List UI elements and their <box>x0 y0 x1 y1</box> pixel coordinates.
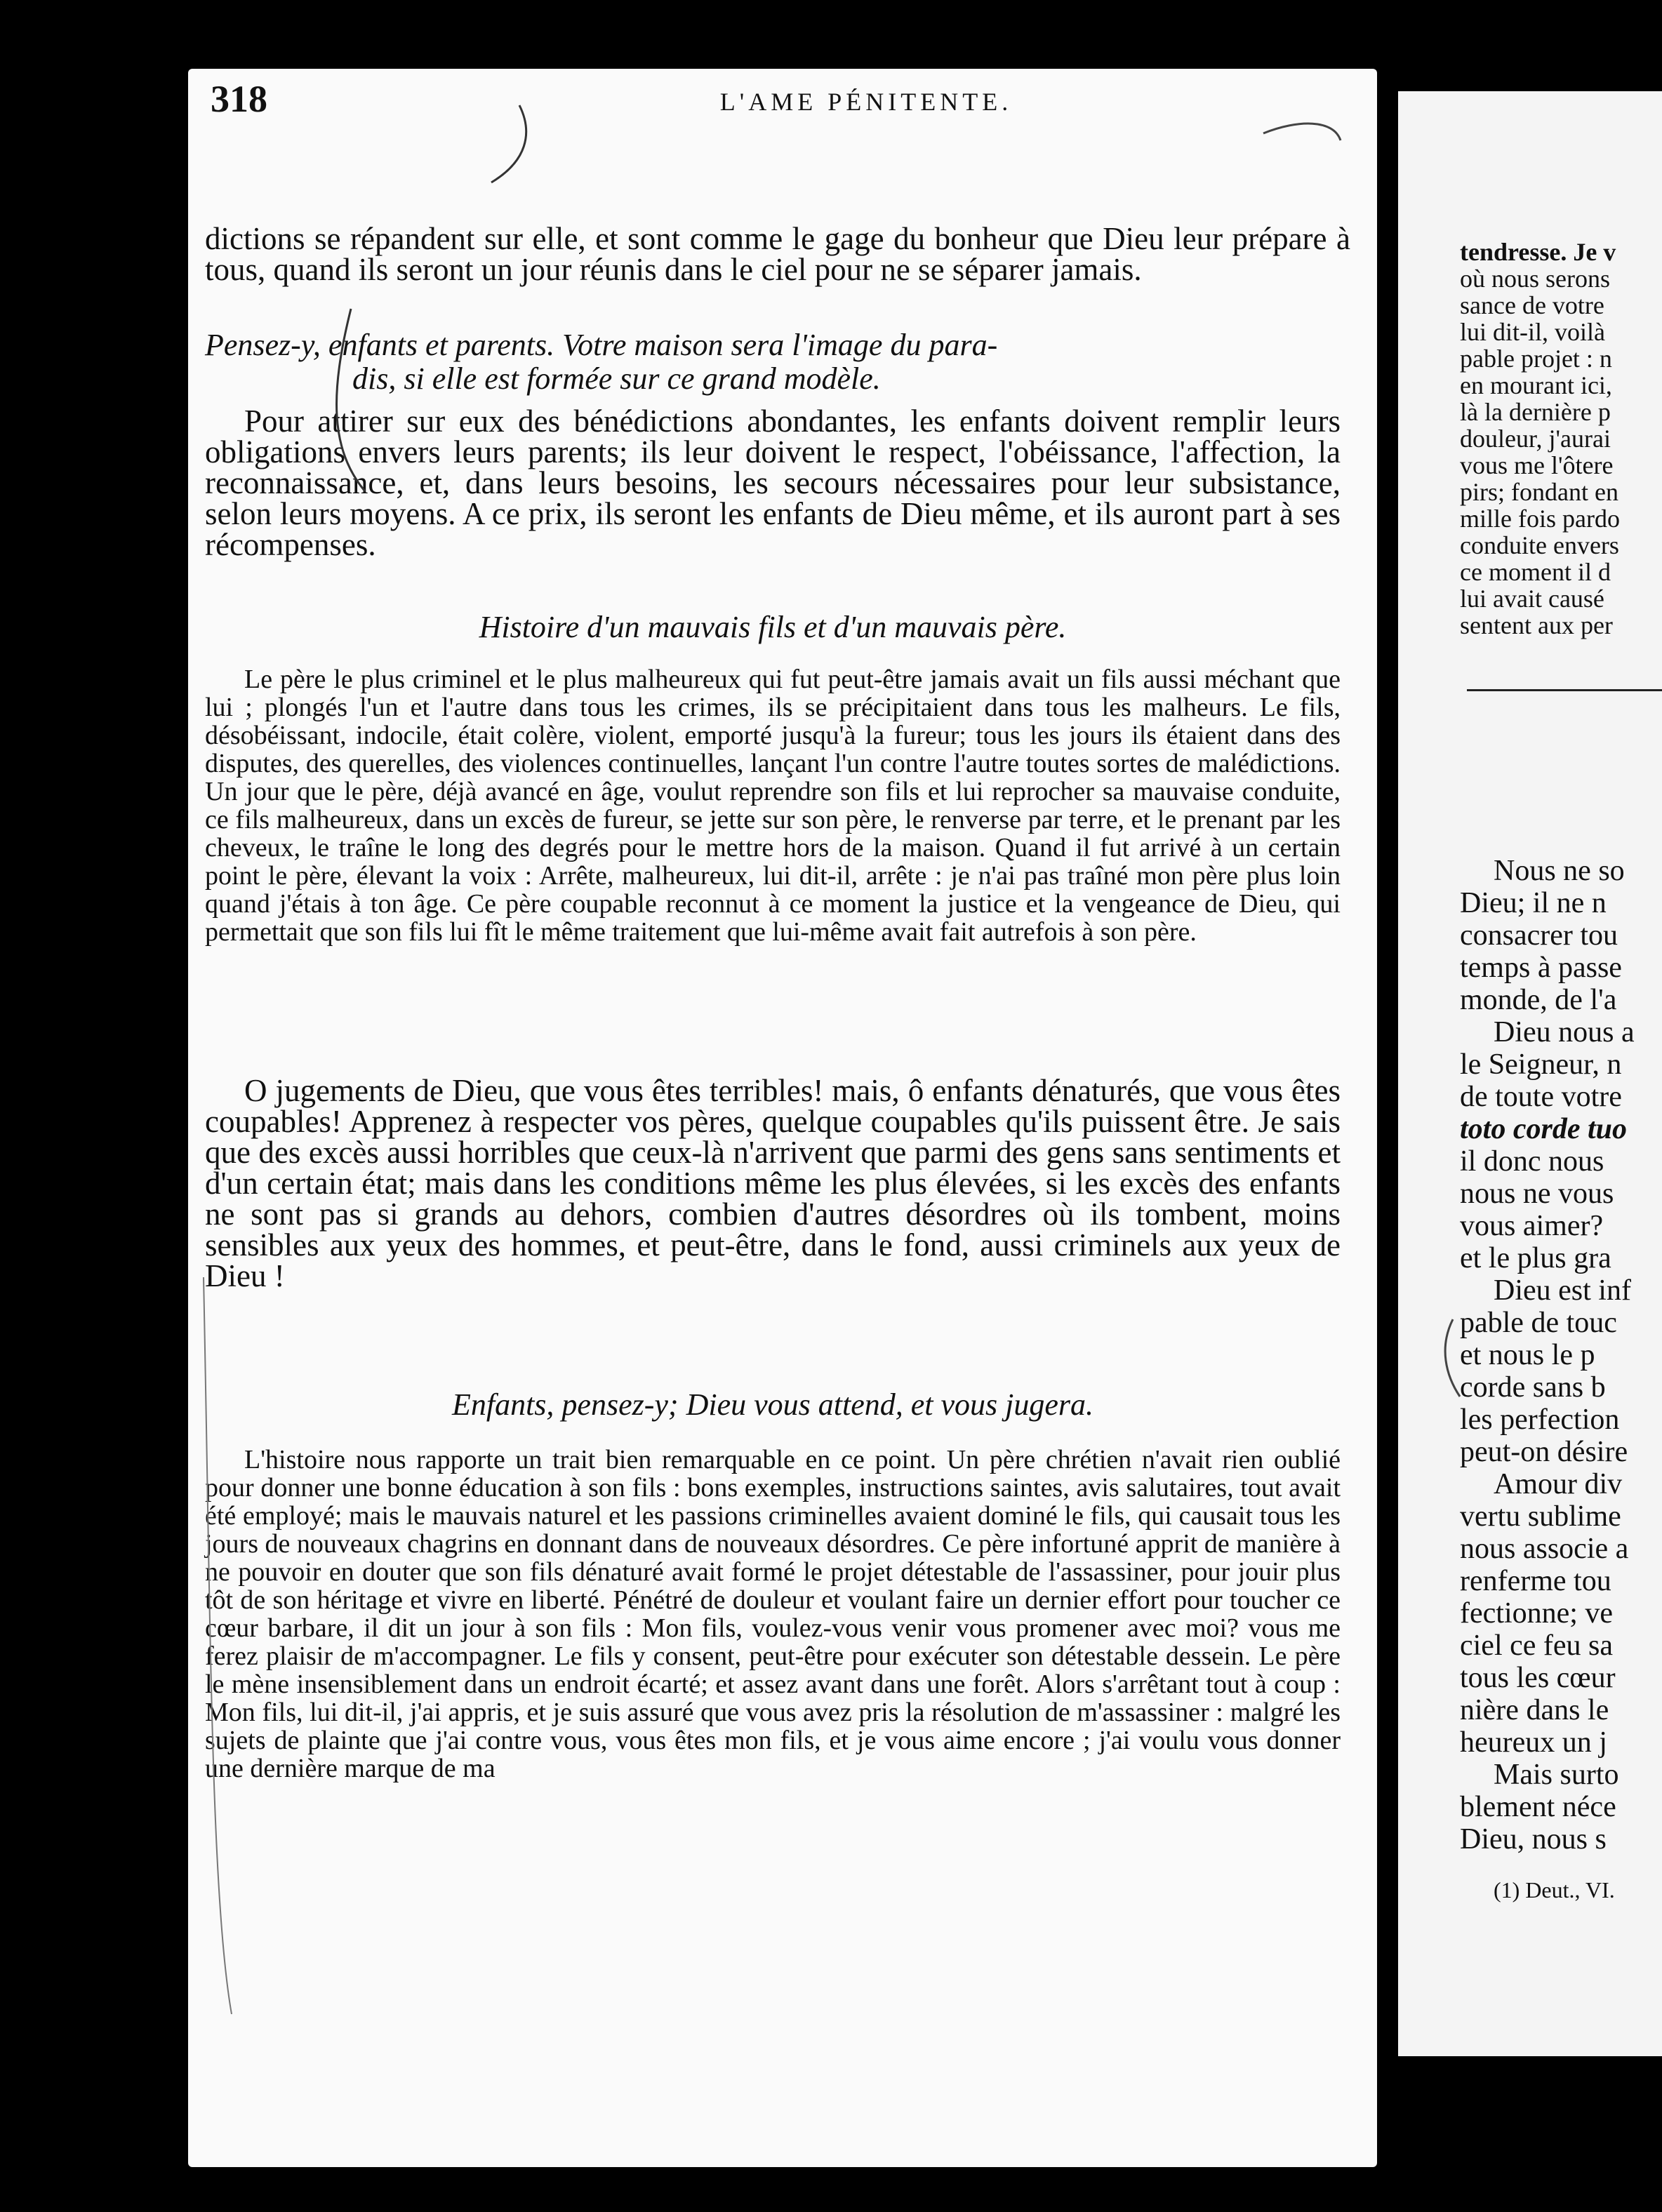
right-line: corde sans b <box>1460 1371 1606 1404</box>
right-line: Dieu nous a <box>1494 1016 1635 1048</box>
right-line: peut-on désire <box>1460 1436 1628 1468</box>
right-line: Dieu, nous s <box>1460 1823 1607 1855</box>
page-number: 318 <box>211 78 267 120</box>
paragraph-opening: dictions se répandent sur elle, et sont comme le gage du bonheur que Dieu leur prépare à tous, quand ils seront un jour réunis dans le ciel pour ne se séparer jamais. <box>205 221 1350 287</box>
right-line: là la dernière p <box>1460 398 1611 426</box>
story-heading-1: Histoire d'un mauvais fils et d'un mauvais père. <box>479 610 1067 644</box>
right-line: toto corde tuo <box>1460 1113 1627 1145</box>
right-line: en mourant ici, <box>1460 371 1612 399</box>
right-line: Dieu; il ne n <box>1460 887 1607 919</box>
right-line: consacrer tou <box>1460 919 1618 952</box>
right-line: fectionne; ve <box>1460 1597 1614 1630</box>
story-1: Le père le plus criminel et le plus malheureux qui fut peut-être jamais avait un fils aussi méchant que lui ; plongés l'un et l'autre dans tous les crimes, ils se précipitaient dans tous les malheurs. Le fils, désobéissant, indocile, était colère, violent, emporté jusqu'à la fureur; tous les jours ils étaient dans des disputes, des querelles, des violences continuelles, lançant l'un contre l'autre toutes sortes de malédictions. Un jour que le père, déjà avancé en âge, voulut reprendre son fils et lui reprocher sa mauvaise conduite, ce fils malheureux, dans un excès de fureur, se jette sur son père, le renverse par terre, et le prenant par les cheveux, le traîne le long des degrés pour le mettre hors de la maison. Quand il fut arrivé à un certain point le père, élevant la voix : Arrête, malheureux, lui dit-il, arrête : je n'ai pas traîné mon père plus loin quand j'étais à ton âge. Ce père coupable reconnut à ce moment la justice et la vengeance de Dieu, qui permettait que son fils lui fît le même traitement que lui-même avait fait autrefois à son père. <box>205 665 1341 947</box>
right-line: et le plus gra <box>1460 1242 1611 1274</box>
right-line: conduite envers <box>1460 531 1619 559</box>
right-line: de toute votre <box>1460 1081 1622 1113</box>
right-line: lui avait causé <box>1460 585 1604 613</box>
maxim-1-line-2: dis, si elle est formée sur ce grand modèle. <box>352 361 881 396</box>
right-line: temps à passe <box>1460 952 1622 984</box>
right-line: vertu sublime <box>1460 1500 1621 1533</box>
right-line: Dieu est inf <box>1494 1274 1631 1307</box>
running-title: L'AME PÉNITENTE. <box>719 88 1013 116</box>
right-line: ciel ce feu sa <box>1460 1630 1614 1662</box>
right-line: nous ne vous <box>1460 1178 1614 1210</box>
maxim-2: Enfants, pensez-y; Dieu vous attend, et vous jugera. <box>451 1387 1094 1422</box>
paragraph-obligations: Pour attirer sur eux des bénédictions abondantes, les enfants doivent remplir leurs obligations envers leurs parents; ils leur doivent le respect, l'obéissance, l'affection, la reconnaissance, et, dans leurs besoins, les secours nécessaires pour leur subsistance, selon leurs moyens. A ce prix, ils seront les enfants de Dieu même, et ils auront part à ses récompenses. <box>205 404 1341 562</box>
right-page-bottom-column <box>1460 855 1662 1903</box>
right-line: le Seigneur, n <box>1460 1048 1622 1081</box>
maxim-1 <box>205 328 1342 396</box>
right-line: vous me l'ôtere <box>1460 451 1614 479</box>
right-line: renferme tou <box>1460 1565 1611 1597</box>
paragraph-judgments: O jugements de Dieu, que vous êtes terribles! mais, ô enfants dénaturés, que vous êtes coupables! Apprenez à respecter vos pères, quelque coupables qu'ils puissent être. Je sais que des excès aussi horribles que ceux-là n'arrivent que parmi des gens sans sentiments et d'un certain état; mais dans les conditions même les plus élevées, si les excès des enfants ne sont pas si grands au dehors, combien d'autres désordres où ils tombent, moins sensibles aux yeux des hommes, et peut-être, dans le fond, aussi criminels aux yeux de Dieu ! <box>205 1073 1341 1293</box>
right-line: lui dit-il, voilà <box>1460 318 1605 346</box>
right-line: blement néce <box>1460 1791 1616 1823</box>
section-rule <box>1467 689 1662 691</box>
right-line: tendresse. Je v <box>1460 238 1616 266</box>
right-line: pable projet : n <box>1460 345 1612 373</box>
right-line: et nous le p <box>1460 1339 1595 1371</box>
right-line: sance de votre <box>1460 291 1604 319</box>
right-line: monde, de l'a <box>1460 984 1617 1016</box>
page-header <box>211 77 1522 126</box>
right-line: il donc nous <box>1460 1145 1604 1178</box>
right-line: les perfection <box>1460 1404 1620 1436</box>
footnote: (1) Deut., VI. <box>1494 1877 1615 1903</box>
right-line: sentent aux per <box>1460 611 1613 639</box>
right-line: tous les cœur <box>1460 1662 1616 1694</box>
right-page-top-column <box>1460 239 1662 639</box>
right-line: Amour div <box>1494 1468 1623 1500</box>
right-line: ce moment il d <box>1460 558 1611 586</box>
right-line: mille fois pardo <box>1460 505 1620 533</box>
right-line: vous aimer? <box>1460 1210 1604 1242</box>
right-line: douleur, j'aurai <box>1460 425 1611 453</box>
maxim-1-line-1: Pensez-y, enfants et parents. Votre maison sera l'image du para- <box>205 328 998 362</box>
right-line: heureux un j <box>1460 1726 1607 1759</box>
right-line: nous associe a <box>1460 1533 1629 1565</box>
right-line: Mais surto <box>1494 1759 1619 1791</box>
right-line: pirs; fondant en <box>1460 478 1618 506</box>
right-line: où nous serons <box>1460 265 1610 293</box>
right-line: Nous ne so <box>1494 855 1625 887</box>
story-2: L'histoire nous rapporte un trait bien remarquable en ce point. Un père chrétien n'avait rien oublié pour donner une bonne éducation à son fils : bons exemples, instructions saintes, avis salutaires, tout avait été employé; mais le mauvais naturel et les passions criminelles avaient dominé le fils, qui causait tous les jours de nouveaux chagrins en donnant dans de nouveaux désordres. Ce père infortuné apprit de manière à ne pouvoir en douter que son fils dénaturé avait formé le projet détestable de l'assassiner, pour jouir plus tôt de son héritage et vivre en liberté. Pénétré de douleur et voulant faire un dernier effort pour toucher ce cœur barbare, il dit un jour à son fils : Mon fils, voulez-vous venir vous promener avec moi? vous me ferez plaisir de m'accompagner. Le fils y consent, peut-être pour exécuter son détestable dessein. Le père le mène insensiblement dans un endroit écarté; et assez avant dans une forêt. Alors s'arrêtant tout à coup : Mon fils, lui dit-il, j'ai appris, et je suis assuré que vous avez pris la résolution de m'assassiner : malgré les sujets de plainte que j'ai contre vous, vous êtes mon fils, et je vous aime encore ; j'ai voulu vous donner une dernière marque de ma <box>205 1445 1341 1783</box>
right-line: nière dans le <box>1460 1694 1609 1726</box>
right-line: pable de touc <box>1460 1307 1617 1339</box>
